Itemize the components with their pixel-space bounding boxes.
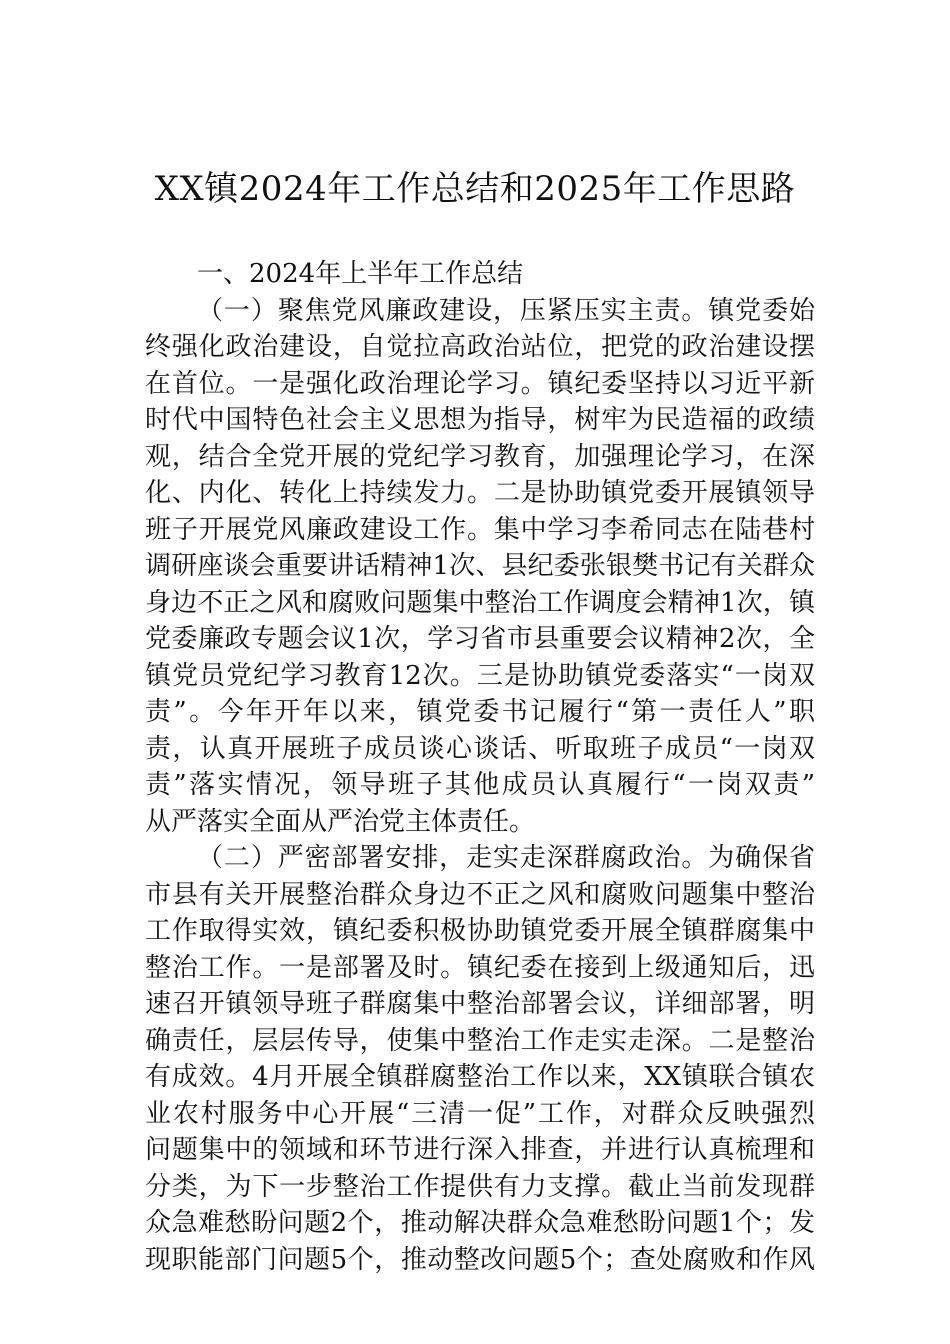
body-line: 一、2024年上半年工作总结 <box>197 259 524 289</box>
body-line: 业农村服务中心开展“三清一促”工作，对群众反映强烈 <box>145 1098 815 1129</box>
body-line: 有成效。4月开展全镇群腐整治工作以来，XX镇联合镇农 <box>145 1062 815 1092</box>
document-body <box>145 256 815 1278</box>
body-line: 从严落实全面从严治党主体责任。 <box>145 806 536 837</box>
body-line: 整治工作。一是部署及时。镇纪委在接到上级通知后，迅 <box>145 952 815 983</box>
body-line: 众急难愁盼问题2个，推动解决群众急难愁盼问题1个；发 <box>145 1208 815 1238</box>
document-title: XX镇2024年工作总结和2025年工作思路 <box>154 169 796 209</box>
body-line: 时代中国特色社会主义思想为指导，树牢为民造福的政绩 <box>145 405 815 435</box>
body-line: 市县有关开展整治群众身边不正之风和腐败问题集中整治 <box>145 879 815 910</box>
body-line: 调研座谈会重要讲话精神1次、县纪委张银樊书记有关群众 <box>145 551 815 581</box>
body-line: 问题集中的领域和环节进行深入排查，并进行认真梳理和 <box>145 1135 815 1165</box>
body-line: 工作取得实效，镇纪委积极协助镇党委开展全镇群腐集中 <box>145 916 815 946</box>
body-line: 镇党员党纪学习教育12次。三是协助镇党委落实“一岗双 <box>145 660 815 691</box>
body-line: 确责任，层层传导，使集中整治工作走实走深。二是整治 <box>145 1025 815 1056</box>
body-line: （一）聚焦党风廉政建设，压紧压实主责。镇党委始 <box>197 295 815 326</box>
body-line: 身边不正之风和腐败问题集中整治工作调度会精神1次，镇 <box>145 587 815 618</box>
body-line: 在首位。一是强化政治理论学习。镇纪委坚持以习近平新 <box>145 368 815 399</box>
body-line: （二）严密部署安排，走实走深群腐政治。为确保省 <box>197 843 815 873</box>
body-line: 责”。今年开年以来，镇党委书记履行“第一责任人”职 <box>145 697 815 727</box>
body-line: 责”落实情况，领导班子其他成员认真履行“一岗双责” <box>145 770 815 800</box>
body-line: 速召开镇领导班子群腐集中整治部署会议，详细部署，明 <box>145 989 815 1019</box>
body-line: 现职能部门问题5个，推动整改问题5个；查处腐败和作风 <box>145 1244 815 1275</box>
body-line: 责，认真开展班子成员谈心谈话、听取班子成员“一岗双 <box>145 733 815 764</box>
body-line: 班子开展党风廉政建设工作。集中学习李希同志在陆巷村 <box>145 514 815 545</box>
body-line: 分类，为下一步整治工作提供有力支撑。截止当前发现群 <box>145 1171 815 1202</box>
body-line: 党委廉政专题会议1次，学习省市县重要会议精神2次，全 <box>145 624 815 654</box>
body-line: 化、内化、转化上持续发力。二是协助镇党委开展镇领导 <box>145 478 815 508</box>
body-line: 终强化政治建设，自觉拉高政治站位，把党的政治建设摆 <box>145 332 815 362</box>
body-line: 观，结合全党开展的党纪学习教育，加强理论学习，在深 <box>145 441 815 472</box>
